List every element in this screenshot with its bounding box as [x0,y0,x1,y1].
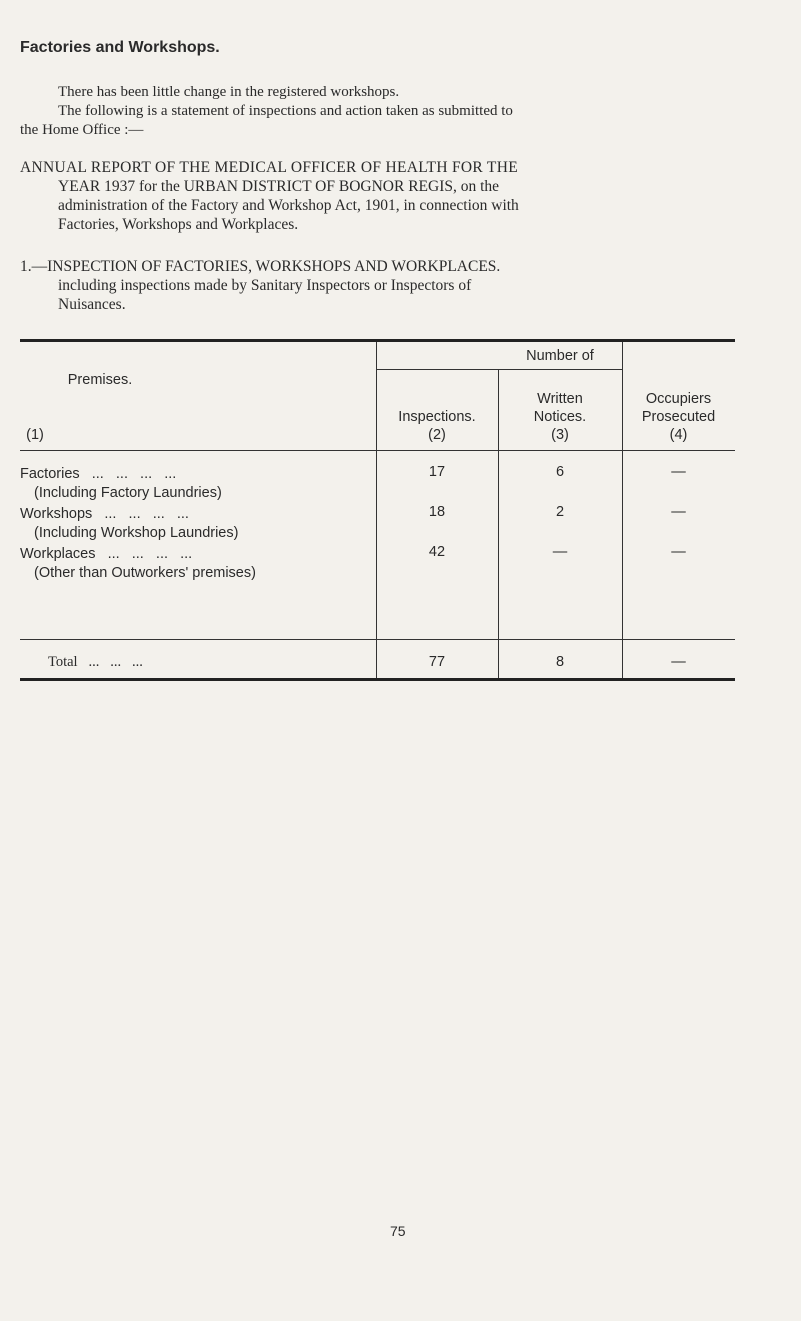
annual-line: Factories, Workshops and Workplaces. [58,216,299,233]
annual-line: ANNUAL REPORT OF THE MEDICAL OFFICER OF HEALTH FOR THE [20,159,518,176]
section-line: including inspections made by Sanitary Inspectors or Inspectors of [58,277,472,294]
intro-paragraph [20,83,780,140]
section-line: 1.—INSPECTION OF FACTORIES, WORKSHOPS AND WORKPLACES. [20,258,501,275]
annual-line: administration of the Factory and Workshop Act, 1901, in connection with [58,197,519,214]
header-occupiers-num: (4) [669,427,688,443]
table-top-rule [20,339,735,342]
header-premises-num: (1) [26,427,44,443]
header-number-of: Number of [526,348,594,364]
cell-inspections: 18 [428,504,446,520]
header-occupiers: Occupiers [645,391,712,407]
header-premises: Premises. [67,372,133,388]
cell-notices: 6 [555,464,565,480]
annual-line: YEAR 1937 for the URBAN DISTRICT OF BOGNOR REGIS, on the [58,178,500,195]
intro-line: There has been little change in the registered workshops. [58,84,400,100]
row-label-workshops: Workshops ... ... ... ... [20,506,189,522]
header-inspections-num: (2) [428,427,446,443]
intro-line: The following is a statement of inspections and action taken as submitted to [58,103,513,119]
header-prosecuted: Prosecuted [641,409,716,425]
cell-notices: 2 [555,504,565,520]
row-label-workplaces: Workplaces ... ... ... ... [20,546,193,562]
total-inspections: 77 [428,654,446,670]
cell-inspections: 17 [428,464,446,480]
header-inspections: Inspections. [398,409,476,425]
cell-prosecuted: — [671,464,686,480]
cell-notices: — [552,544,568,560]
cell-prosecuted: — [671,544,686,560]
inspection-table [20,339,735,681]
total-label: Total ... ... ... [48,654,143,670]
annual-report-title [20,158,790,234]
total-notices: 8 [555,654,565,670]
row-label-factories: Factories ... ... ... ... [20,466,177,482]
cell-prosecuted: — [671,504,686,520]
row-note-factories: (Including Factory Laundries) [34,485,222,501]
header-notices: Notices. [533,409,587,425]
row-note-workplaces: (Other than Outworkers' premises) [34,565,256,581]
section-title [20,257,795,314]
total-line [20,639,735,640]
page-number: 75 [390,1223,406,1239]
header-bottom-line [20,450,735,451]
row-note-workshops: (Including Workshop Laundries) [34,525,239,541]
intro-line: the Home Office :— [20,122,144,138]
total-prosecuted: — [671,654,686,670]
section-line: Nuisances. [58,296,126,313]
header-subline [377,369,622,370]
cell-inspections: 42 [428,544,446,560]
page-heading: Factories and Workshops. [20,39,220,56]
header-written-num: (3) [551,427,569,443]
table-bottom-rule [20,678,735,681]
header-written: Written [537,391,583,407]
